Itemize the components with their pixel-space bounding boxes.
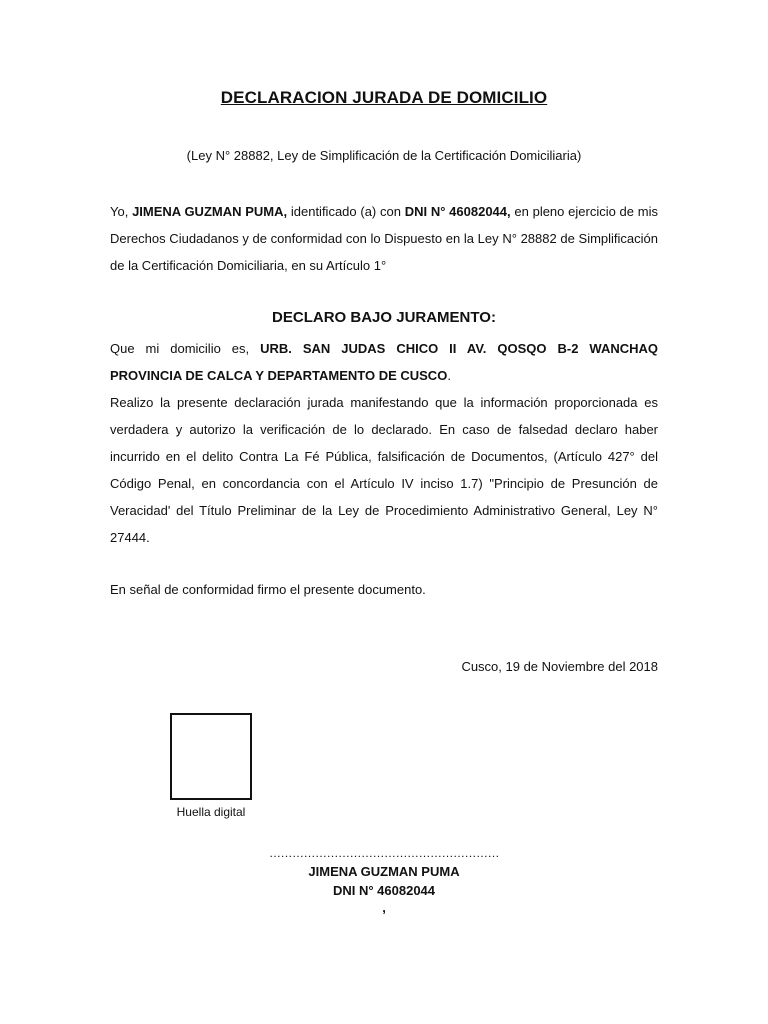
domicile-address-1: URB. SAN JUDAS CHICO II AV. QOSQO B-2 WANCHAQ <box>260 341 659 356</box>
domicile-address-2: PROVINCIA DE CALCA Y DEPARTAMENTO DE CUSCO <box>110 368 448 383</box>
document-title: DECLARACION JURADA DE DOMICILIO <box>220 88 548 107</box>
domicile-paragraph <box>110 335 658 389</box>
domicile-end: . <box>447 368 451 383</box>
domicile-line-2 <box>110 362 658 389</box>
intro-paragraph <box>110 198 658 279</box>
signature-comma: , <box>382 900 386 915</box>
signature-dni: DNI N° 46082044 <box>332 883 436 898</box>
intro-text-end: en pleno ejercicio de mis Derechos Ciudadanos y de conformidad con lo Dispuesto en la Ley N° 28882 de Simplificación de la Certificación Domiciliaria, en su Artículo 1° <box>110 204 658 273</box>
domicile-line-1 <box>110 335 658 362</box>
intro-text-mid: identificado (a) con <box>287 204 405 219</box>
declaration-heading: DECLARO BAJO JURAMENTO: <box>272 309 496 326</box>
signature-name: JIMENA GUZMAN PUMA <box>308 864 460 879</box>
fingerprint-label: Huella digital <box>176 805 246 819</box>
fingerprint-box <box>170 713 252 800</box>
document-subtitle: (Ley N° 28882, Ley de Simplificación de la Certificación Domiciliaria) <box>186 148 582 163</box>
closing-paragraph: En señal de conformidad firmo el presente documento. <box>110 582 426 597</box>
signature-line: …………………………………………………… <box>269 846 499 860</box>
body-paragraph: Realizo la presente declaración jurada manifestando que la información proporcionada es verdadera y autorizo la verificación de lo declarado. En caso de falsedad declaro haber incurrido en el delito Contra La Fé Pública, falsificación de Documentos, (Artículo 427° del Código Penal, en concordancia con el Artículo IV inciso 1.7) "Principio de Presunción de Veracidad' del Título Preliminar de la Ley de Procedimiento Administrativo General, Ley N° 27444. <box>110 395 658 545</box>
declarant-name: JIMENA GUZMAN PUMA, <box>132 204 288 219</box>
domicile-prefix: Que mi domicilio es, <box>110 341 261 356</box>
intro-text-start: Yo, <box>110 204 133 219</box>
document-date: Cusco, 19 de Noviembre del 2018 <box>461 659 658 674</box>
declarant-dni: DNI N° 46082044, <box>404 204 511 219</box>
